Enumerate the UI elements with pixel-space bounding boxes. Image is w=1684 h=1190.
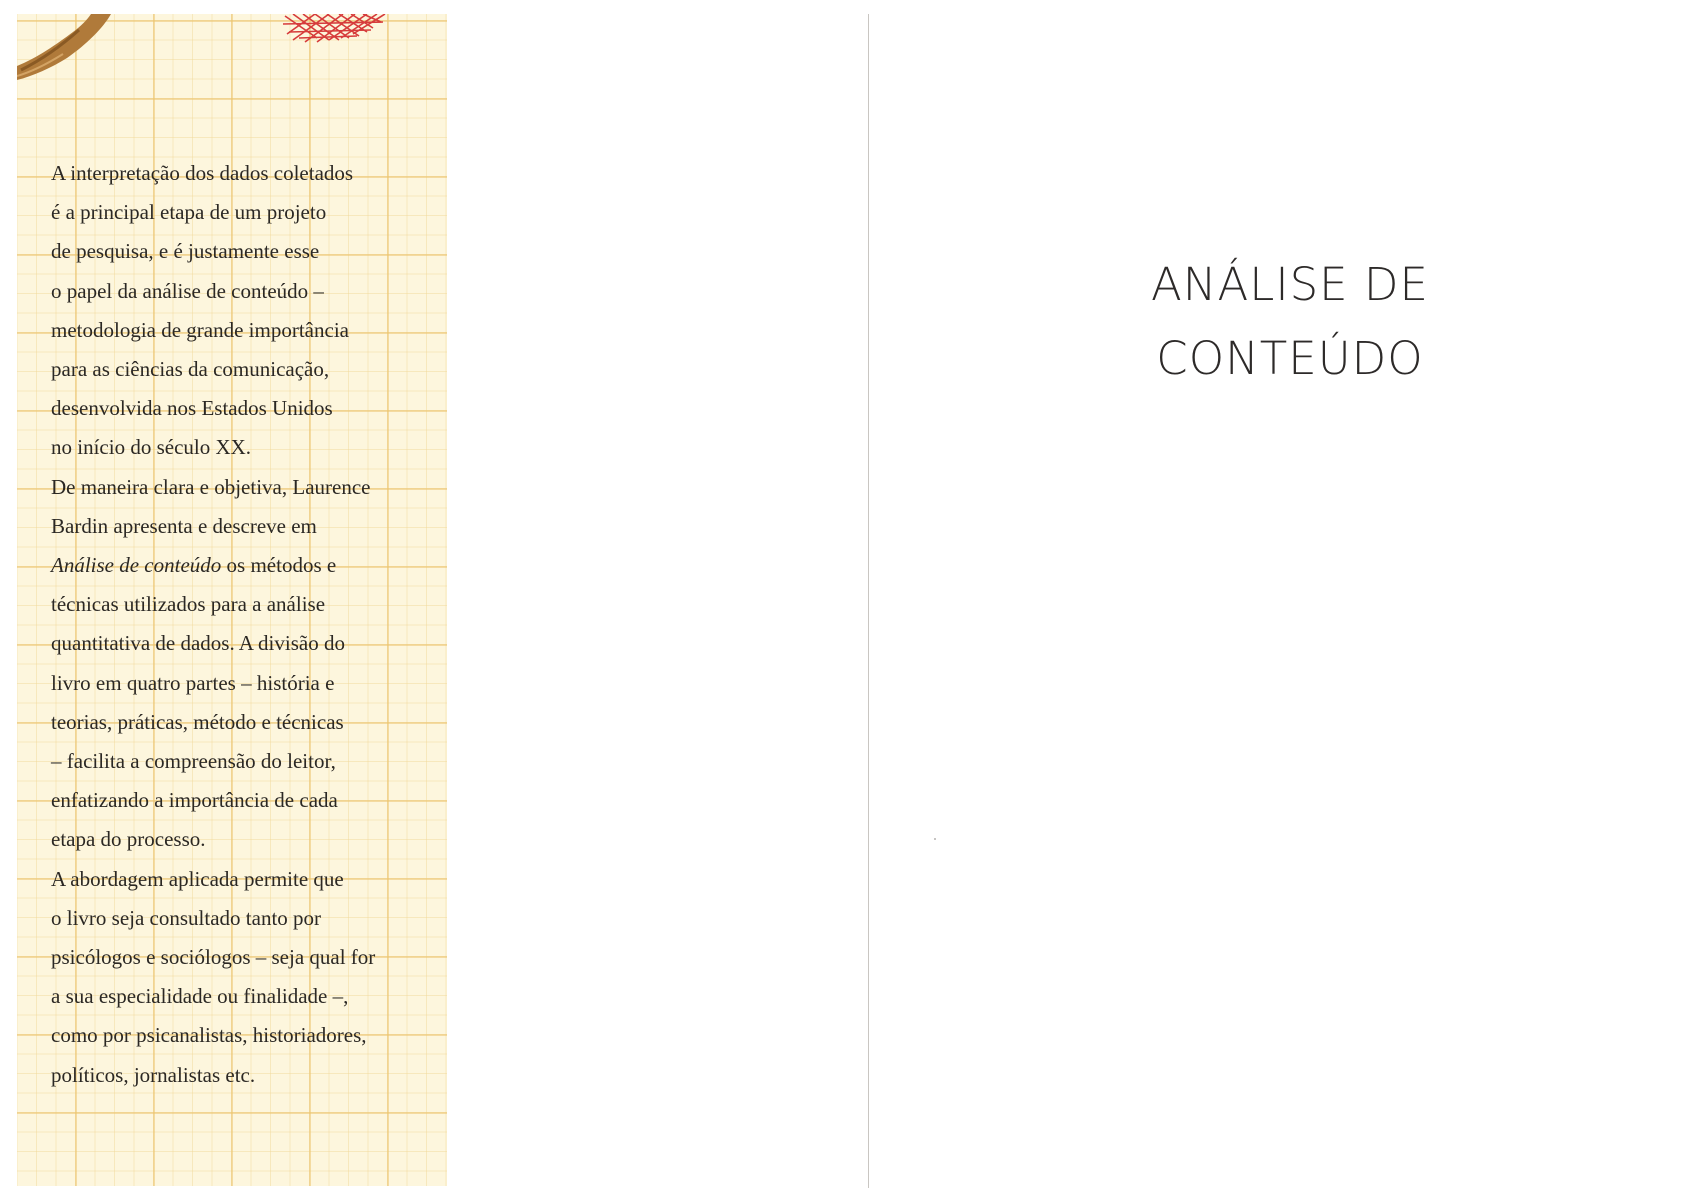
red-crosshatch-scribble-icon bbox=[283, 14, 385, 42]
blurb-line: teorias, práticas, método e técnicas bbox=[51, 709, 344, 734]
blurb-line: psicólogos e sociólogos – seja qual for bbox=[51, 945, 376, 970]
blurb-line: como por psicanalistas, historiadores, bbox=[51, 1023, 367, 1048]
blurb-line: no início do século XX. bbox=[51, 435, 252, 460]
brown-brush-stroke-icon bbox=[17, 14, 111, 80]
blurb-line: o papel da análise de conteúdo – bbox=[51, 278, 324, 303]
title-line-1: ANÁLISE DE bbox=[1151, 258, 1429, 311]
blurb-line: Bardin apresenta e descreve em bbox=[51, 513, 317, 538]
blurb-line: A abordagem aplicada permite que bbox=[51, 866, 344, 891]
blurb-line: enfatizando a importância de cada bbox=[51, 788, 338, 813]
book-title-italic: Análise de conteúdo bbox=[51, 553, 222, 578]
blurb-line: para as ciências da comunicação, bbox=[51, 357, 330, 382]
blurb-line: de pesquisa, e é justamente esse bbox=[51, 239, 320, 264]
blurb-line: é a principal etapa de um projeto bbox=[51, 200, 327, 225]
page-title bbox=[1080, 248, 1500, 396]
blurb-line: desenvolvida nos Estados Unidos bbox=[51, 396, 333, 421]
blurb-line: políticos, jornalistas etc. bbox=[51, 1062, 256, 1087]
blurb-line-rest: os métodos e bbox=[226, 553, 337, 578]
back-flap bbox=[17, 14, 447, 1186]
title-line-2: CONTEÚDO bbox=[1156, 332, 1424, 385]
blurb-line: De maneira clara e objetiva, Laurence bbox=[51, 474, 371, 499]
scan-speck bbox=[934, 838, 936, 840]
blurb-line-with-title bbox=[51, 546, 431, 585]
blurb-line: o livro seja consultado tanto por bbox=[51, 905, 322, 930]
blurb-line: etapa do processo. bbox=[51, 827, 206, 852]
blurb-line: a sua especialidade ou finalidade –, bbox=[51, 984, 349, 1009]
flap-decorations bbox=[17, 14, 447, 104]
blurb-line: – facilita a compreensão do leitor, bbox=[51, 749, 336, 774]
page-fold-divider bbox=[868, 14, 869, 1188]
blurb-line: livro em quatro partes – história e bbox=[51, 670, 335, 695]
blurb-line: A interpretação dos dados coletados bbox=[51, 161, 354, 185]
flap-blurb bbox=[51, 154, 431, 1095]
blurb-line: quantitativa de dados. A divisão do bbox=[51, 631, 345, 656]
blurb-line: técnicas utilizados para a análise bbox=[51, 592, 326, 617]
blurb-line: metodologia de grande importância bbox=[51, 317, 349, 342]
